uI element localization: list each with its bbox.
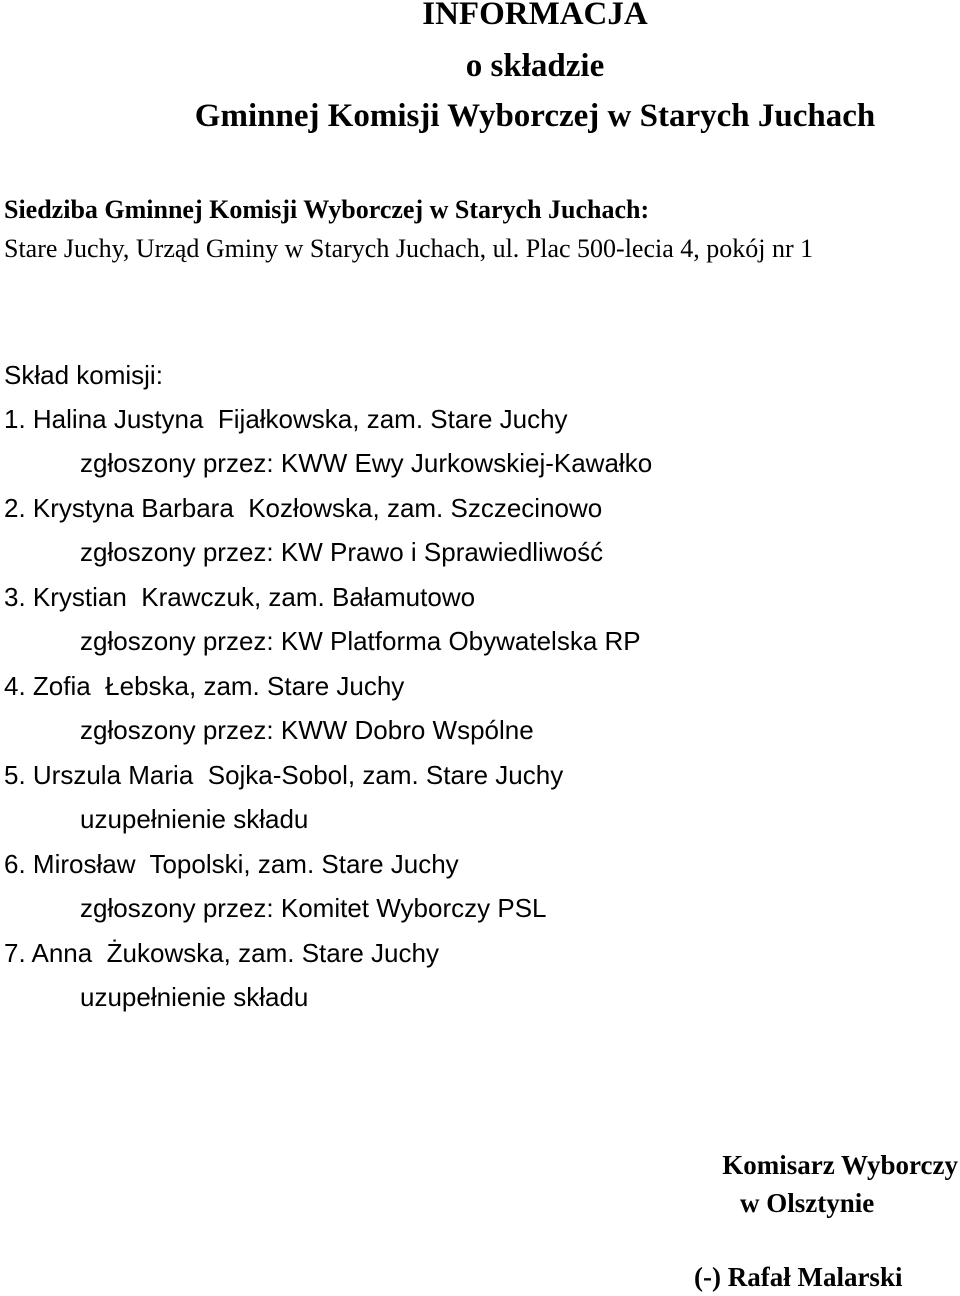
member-nomination: zgłoszony przez: KW Prawo i Sprawiedliwość (80, 537, 604, 567)
member-nomination: uzupełnienie składu (80, 982, 309, 1012)
member-name-line: 2. Krystyna Barbara Kozłowska, zam. Szczecinowo (4, 493, 603, 523)
member-nomination: uzupełnienie składu (80, 804, 309, 834)
member-nomination: zgłoszony przez: KWW Dobro Wspólne (80, 715, 534, 745)
header-title: INFORMACJA (422, 0, 648, 32)
list-item (0, 580, 960, 669)
member-nomination: zgłoszony przez: KW Platforma Obywatelska RP (80, 626, 641, 656)
member-name-line: 3. Krystian Krawczuk, zam. Bałamutowo (4, 582, 476, 612)
members-heading: Skład komisji: (4, 360, 163, 390)
member-name-line: 4. Zofia Łebska, zam. Stare Juchy (4, 671, 405, 701)
list-item (0, 847, 960, 936)
header-commission-name: Gminnej Komisji Wyborczej w Starych Juchach (194, 98, 876, 134)
seat-address: Stare Juchy, Urząd Gminy w Starych Juchach, ul. Plac 500-lecia 4, pokój nr 1 (4, 234, 814, 263)
list-item (0, 669, 960, 758)
members-list (0, 402, 960, 1025)
signature-title: Komisarz Wyborczy (722, 1150, 958, 1180)
list-item (0, 758, 960, 847)
list-item (0, 936, 960, 1025)
member-name-line: 1. Halina Justyna Fijałkowska, zam. Stare Juchy (4, 404, 568, 434)
member-name-line: 6. Mirosław Topolski, zam. Stare Juchy (4, 849, 459, 879)
member-nomination: zgłoszony przez: Komitet Wyborczy PSL (80, 893, 547, 923)
member-nomination: zgłoszony przez: KWW Ewy Jurkowskiej-Kawałko (80, 448, 653, 478)
list-item (0, 402, 960, 491)
seat-label: Siedziba Gminnej Komisji Wyborczej w Starych Juchach: (4, 195, 650, 224)
member-name-line: 7. Anna Żukowska, zam. Stare Juchy (4, 938, 439, 968)
signature-name: (-) Rafał Malarski (694, 1262, 903, 1292)
signature-place: w Olsztynie (740, 1188, 875, 1218)
header-subtitle: o składzie (465, 48, 605, 84)
member-name-line: 5. Urszula Maria Sojka-Sobol, zam. Stare Juchy (4, 760, 564, 790)
list-item (0, 491, 960, 580)
